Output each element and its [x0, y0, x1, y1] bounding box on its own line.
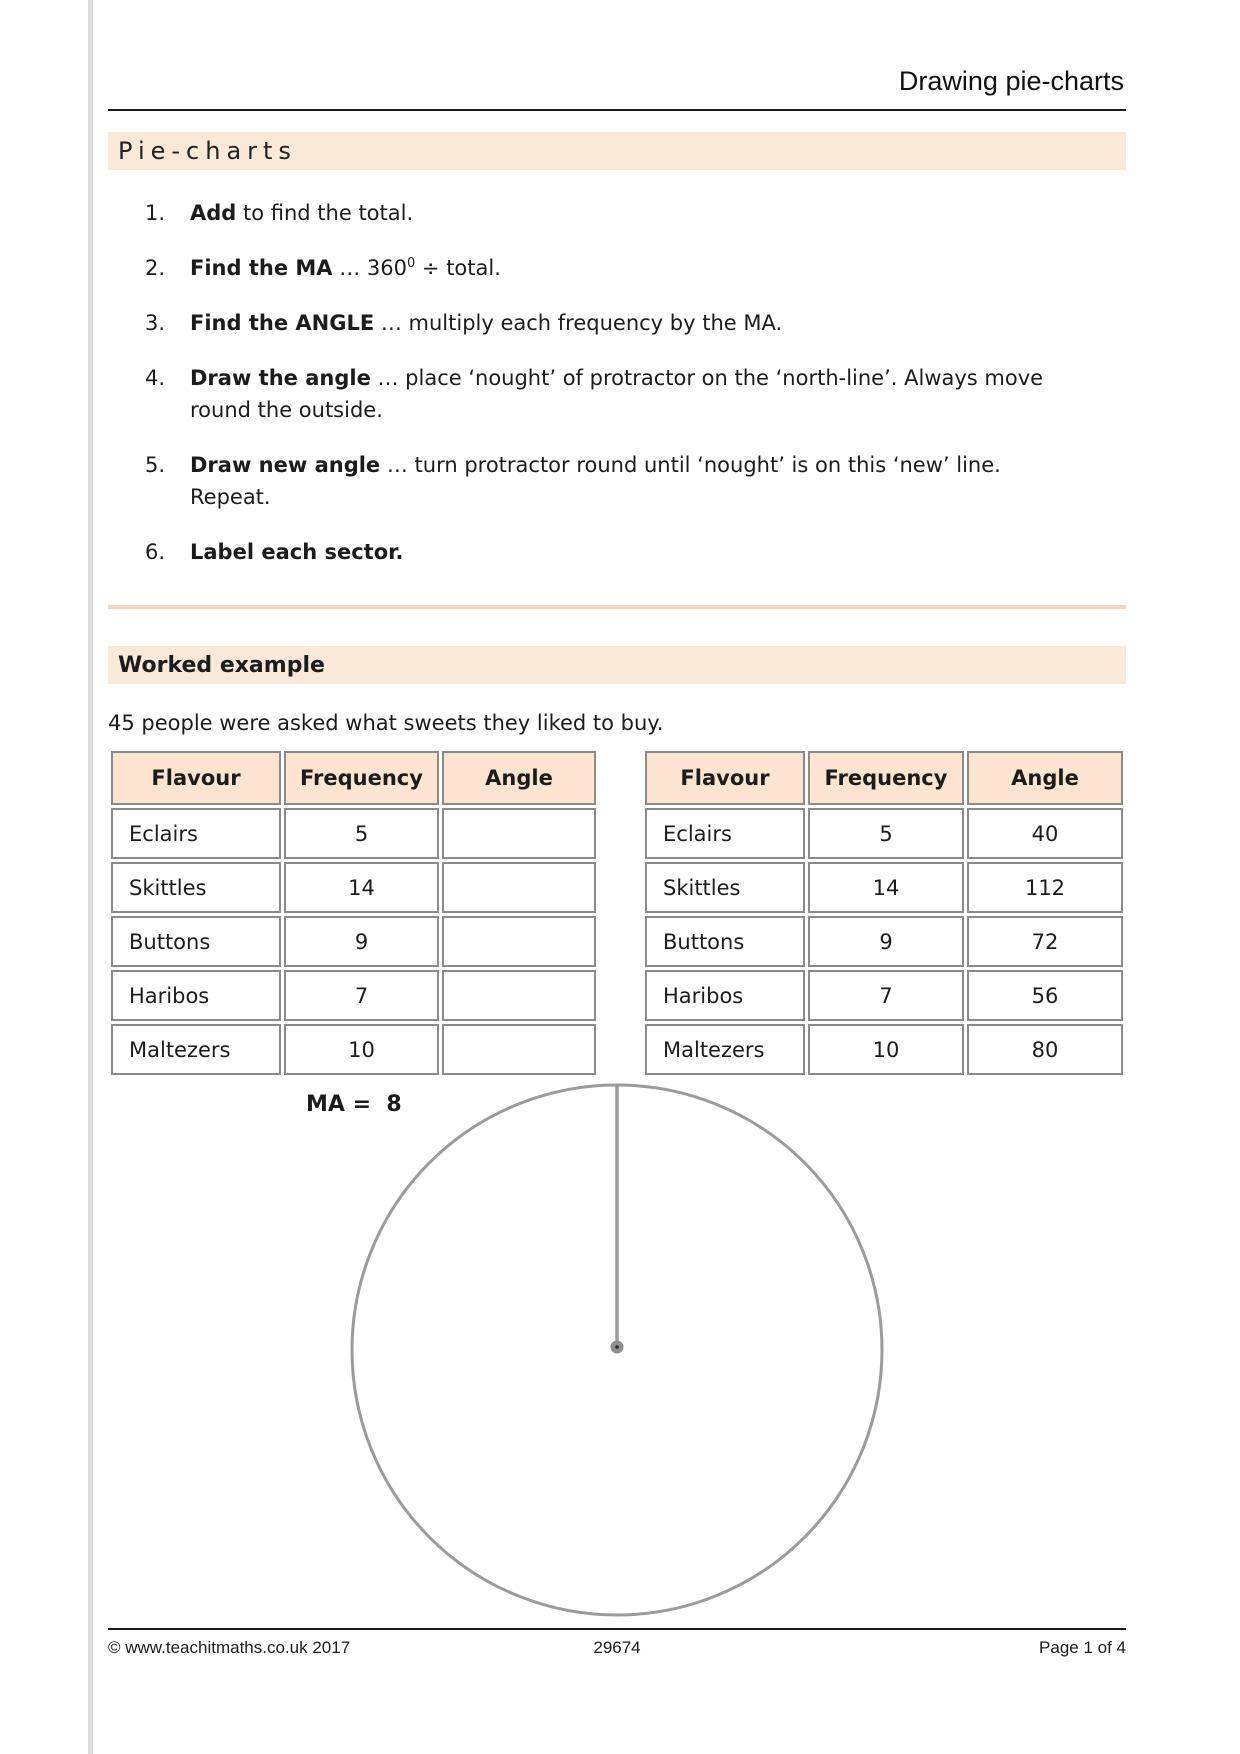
section-divider — [108, 605, 1126, 609]
table-row — [645, 862, 1123, 913]
angle-cell — [442, 970, 596, 1021]
flavour-cell: Haribos — [645, 970, 805, 1021]
frequency-cell: 10 — [284, 1024, 439, 1075]
step-number: 1. — [145, 201, 166, 225]
table-row — [111, 1024, 596, 1075]
step-text — [190, 449, 1126, 513]
document-page — [108, 0, 1126, 1658]
column-header-flavour: Flavour — [111, 751, 281, 805]
section-heading-pie-charts — [108, 132, 1126, 170]
step-bold-text: Draw new angle — [190, 453, 381, 477]
step-text — [190, 307, 1126, 339]
degree-superscript: 0 — [406, 256, 416, 271]
step-rest-text: … multiply each frequency by the MA. — [374, 311, 783, 335]
step-bold-text: Find the MA — [190, 256, 333, 280]
flavour-cell: Buttons — [111, 916, 281, 967]
step-rest-text: … place ‘nought’ of protractor on the ‘north-line’. Always move — [370, 366, 1044, 390]
table-row — [645, 1024, 1123, 1075]
page-left-edge-shadow — [88, 0, 93, 1754]
column-header-angle: Angle — [967, 751, 1123, 805]
section-heading-label: Worked example — [118, 652, 325, 678]
document-header — [108, 0, 1126, 111]
pie-chart-circle — [347, 1080, 887, 1620]
step-number: 5. — [145, 453, 166, 477]
table-header-row — [111, 751, 596, 805]
table-row — [111, 808, 596, 859]
table-row — [645, 916, 1123, 967]
step-item-6 — [108, 536, 1126, 568]
step-text — [190, 252, 1126, 284]
frequency-cell: 14 — [808, 862, 964, 913]
ma-label: MA = 8 — [306, 1092, 402, 1117]
frequency-cell: 7 — [808, 970, 964, 1021]
table-row — [111, 970, 596, 1021]
step-number: 3. — [145, 311, 166, 335]
step-item-2 — [108, 252, 1126, 284]
footer-rule — [108, 1628, 1126, 1630]
footer-doc-id: 29674 — [593, 1638, 641, 1657]
flavour-cell: Maltezers — [645, 1024, 805, 1075]
frequency-table-completed — [642, 748, 1126, 1078]
step-number: 4. — [145, 366, 166, 390]
step-text — [190, 362, 1126, 426]
table-row — [111, 862, 596, 913]
column-header-angle: Angle — [442, 751, 596, 805]
flavour-cell: Skittles — [645, 862, 805, 913]
angle-cell — [442, 916, 596, 967]
step-rest-text: … turn protractor round until ‘nought’ is on this ‘new’ line. — [380, 453, 1001, 477]
flavour-cell: Skittles — [111, 862, 281, 913]
column-header-frequency: Frequency — [808, 751, 964, 805]
column-header-flavour: Flavour — [645, 751, 805, 805]
flavour-cell: Eclairs — [645, 808, 805, 859]
angle-cell: 40 — [967, 808, 1123, 859]
flavour-cell: Buttons — [645, 916, 805, 967]
frequency-table-blank — [108, 748, 599, 1078]
frequency-cell: 5 — [808, 808, 964, 859]
frequency-cell: 5 — [284, 808, 439, 859]
step-text — [190, 197, 1126, 229]
step-bold-text: Label each sector. — [190, 540, 404, 564]
tables-row — [108, 748, 1126, 1078]
angle-cell: 72 — [967, 916, 1123, 967]
flavour-cell: Maltezers — [111, 1024, 281, 1075]
step-number: 2. — [145, 256, 166, 280]
flavour-cell: Eclairs — [111, 808, 281, 859]
step-rest-text: to find the total. — [236, 201, 414, 225]
frequency-cell: 14 — [284, 862, 439, 913]
step-bold-text: Add — [190, 201, 237, 225]
step-rest-text-line2: round the outside. — [190, 398, 383, 422]
footer-copyright: © www.teachitmaths.co.uk 2017 — [108, 1638, 351, 1657]
table-row — [645, 808, 1123, 859]
frequency-cell: 10 — [808, 1024, 964, 1075]
column-header-frequency: Frequency — [284, 751, 439, 805]
step-item-4 — [108, 362, 1126, 426]
section-heading-label: Pie-charts — [118, 137, 297, 165]
section-heading-worked-example — [108, 646, 1126, 684]
table-header-row — [645, 751, 1123, 805]
angle-cell: 80 — [967, 1024, 1123, 1075]
step-rest-text: ÷ total. — [415, 256, 501, 280]
flavour-cell: Haribos — [111, 970, 281, 1021]
table-row — [645, 970, 1123, 1021]
pie-chart-area — [108, 1080, 1126, 1628]
step-bold-text: Find the ANGLE — [190, 311, 375, 335]
step-rest-text-line2: Repeat. — [190, 485, 271, 509]
steps-list — [108, 197, 1126, 568]
step-item-1 — [108, 197, 1126, 229]
intro-text: 45 people were asked what sweets they liked to buy. — [108, 711, 664, 735]
page-title: Drawing pie-charts — [898, 66, 1124, 96]
document-footer — [108, 1638, 1126, 1658]
step-rest-text: … 360 — [332, 256, 407, 280]
frequency-cell: 9 — [808, 916, 964, 967]
step-number: 6. — [145, 540, 166, 564]
step-text — [190, 536, 1126, 568]
step-bold-text: Draw the angle — [190, 366, 371, 390]
footer-page-number: Page 1 of 4 — [1039, 1638, 1126, 1657]
angle-cell: 112 — [967, 862, 1123, 913]
angle-cell: 56 — [967, 970, 1123, 1021]
angle-cell — [442, 1024, 596, 1075]
frequency-cell: 7 — [284, 970, 439, 1021]
frequency-cell: 9 — [284, 916, 439, 967]
center-dot-inner — [615, 1345, 619, 1349]
title-rule — [108, 109, 1126, 111]
step-item-5 — [108, 449, 1126, 513]
table-row — [111, 916, 596, 967]
angle-cell — [442, 808, 596, 859]
angle-cell — [442, 862, 596, 913]
step-item-3 — [108, 307, 1126, 339]
